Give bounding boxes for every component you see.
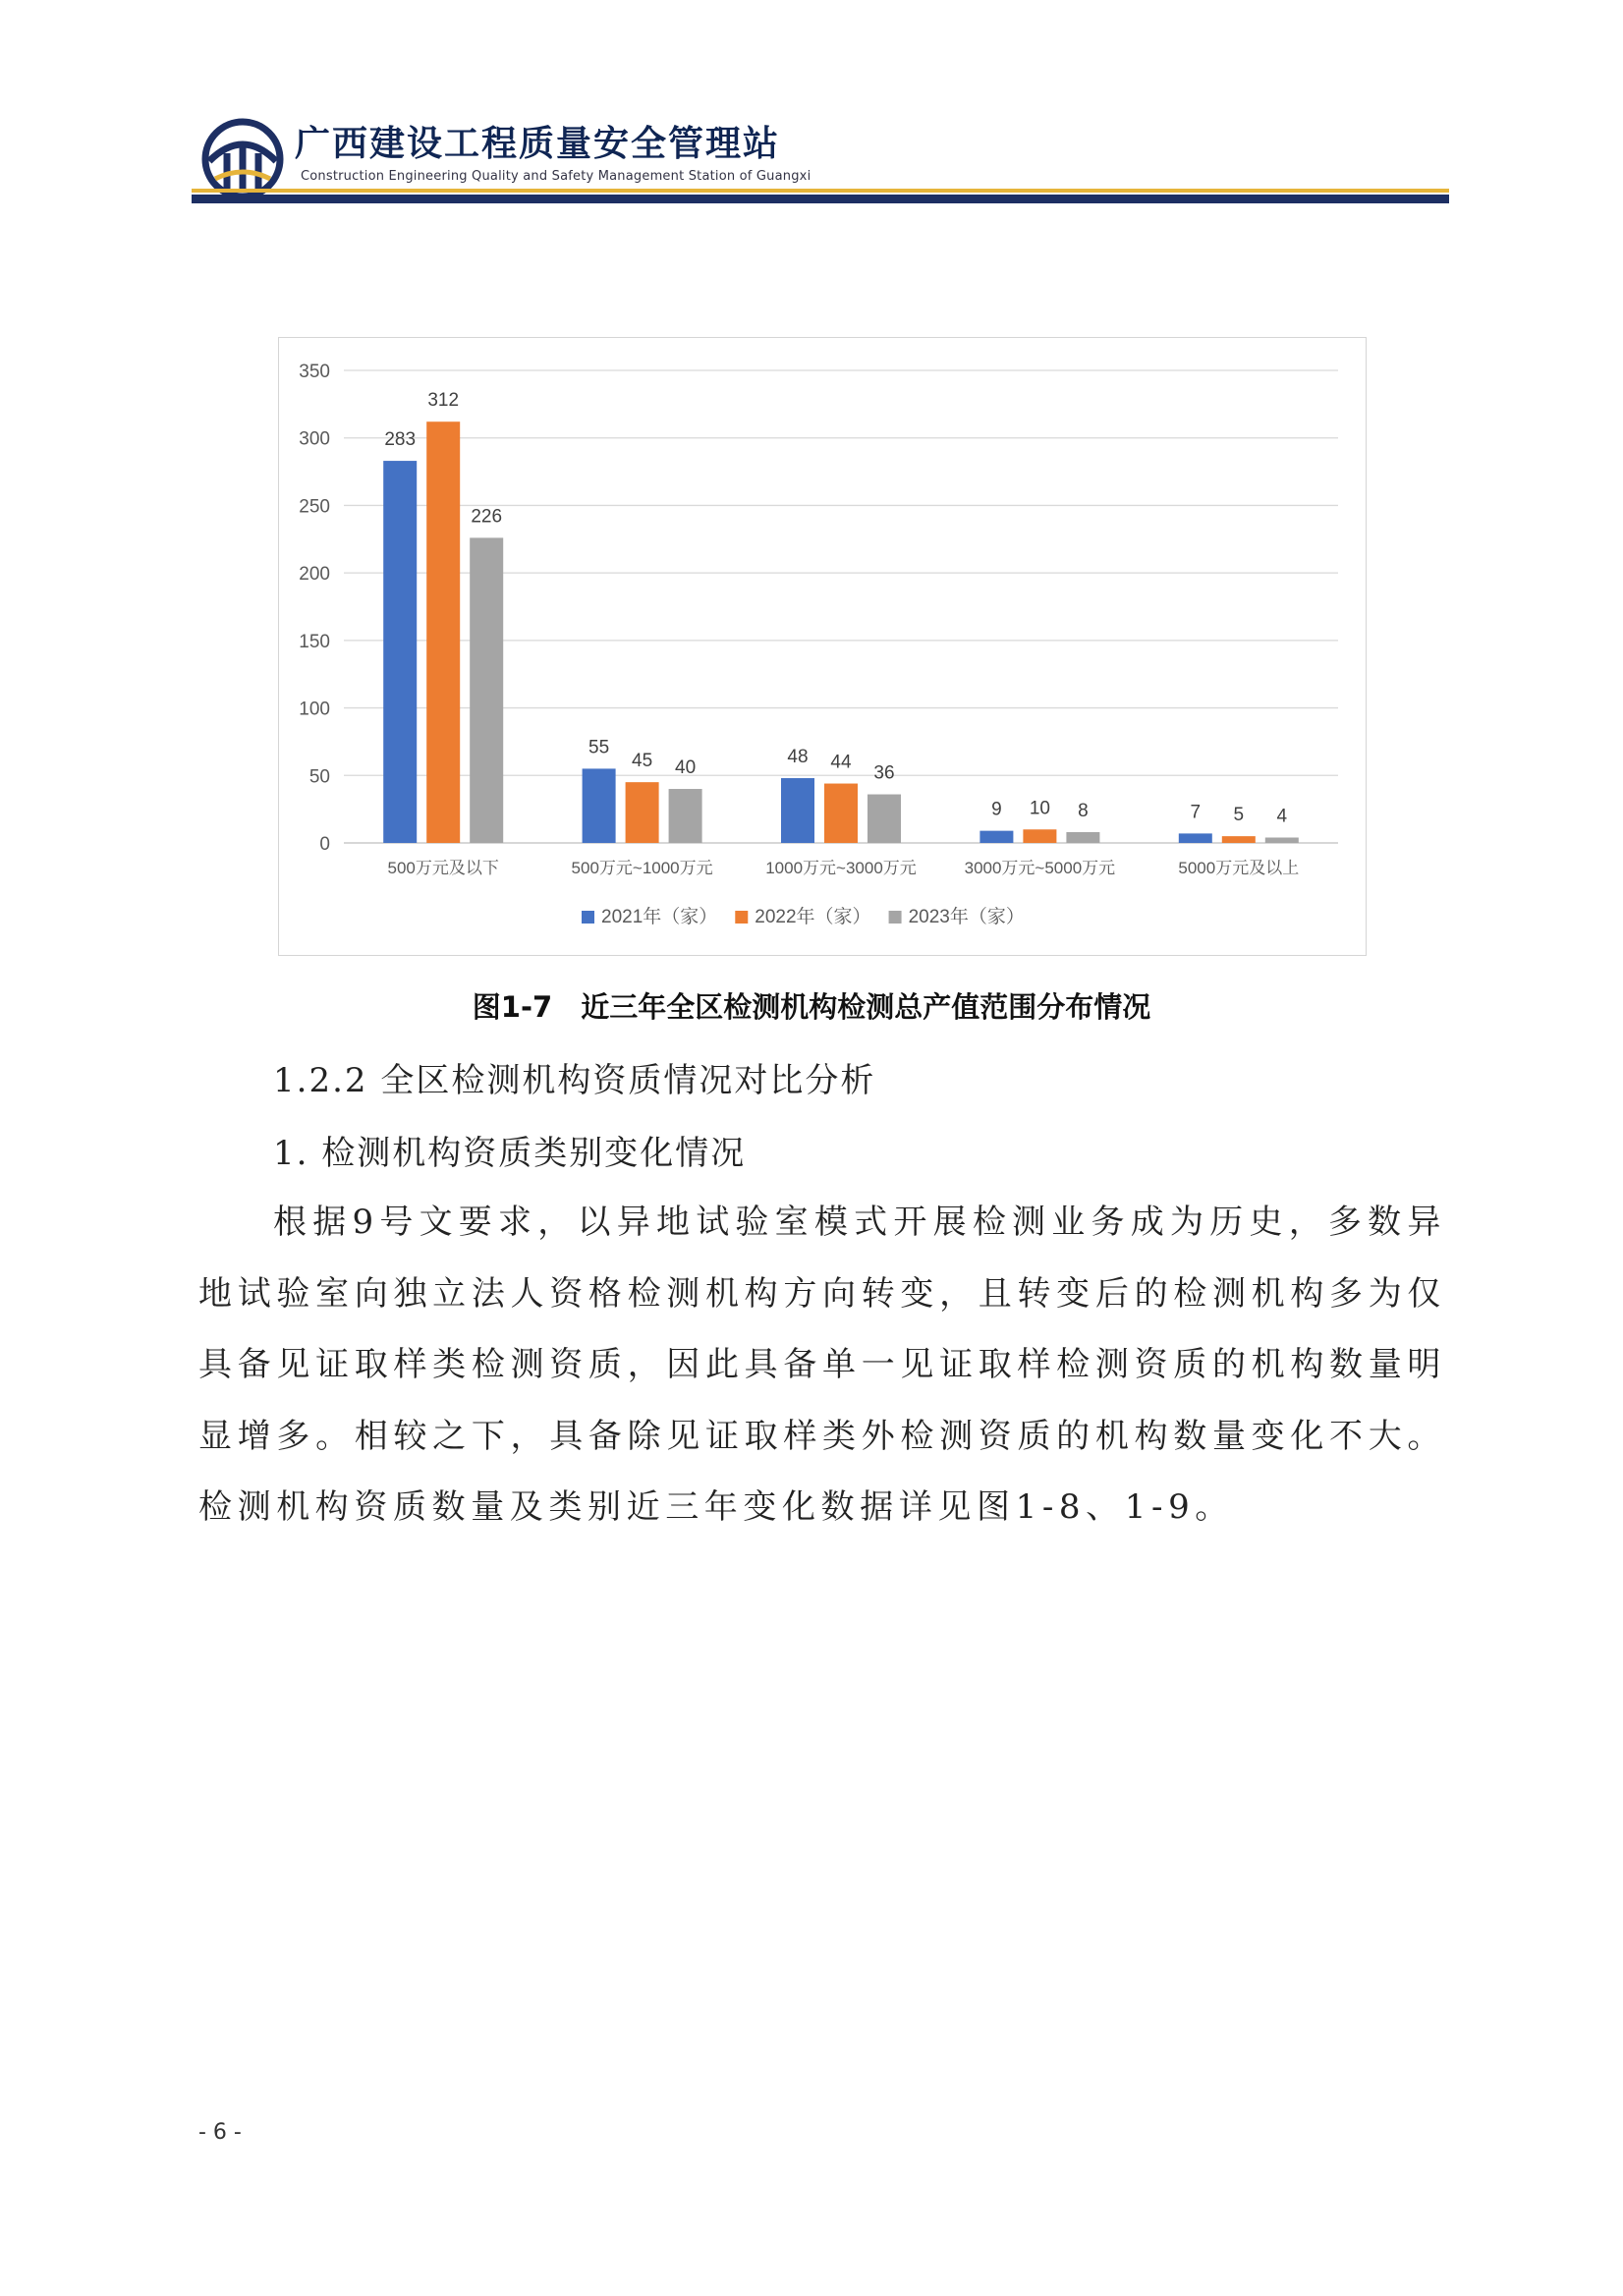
data-label: 48 xyxy=(787,747,809,768)
bar xyxy=(1222,836,1256,843)
data-label: 226 xyxy=(471,506,503,528)
y-tick-label: 350 xyxy=(299,362,330,382)
data-label: 7 xyxy=(1190,802,1202,823)
y-tick-label: 200 xyxy=(299,564,330,586)
y-tick-label: 50 xyxy=(308,766,330,788)
bar xyxy=(781,778,814,843)
page-header xyxy=(192,110,1449,208)
organization-name: 广西建设工程质量安全管理站 xyxy=(295,124,781,164)
bar xyxy=(426,421,460,843)
header-rule-navy xyxy=(192,195,1449,203)
figure-caption: 图1-7 近三年全区检测机构检测总产值范围分布情况 xyxy=(472,990,1151,1024)
y-tick-label: 150 xyxy=(299,631,330,652)
data-label: 312 xyxy=(427,390,460,412)
legend-label: 2022年（家） xyxy=(755,907,871,927)
legend-label: 2021年（家） xyxy=(601,907,718,927)
bar xyxy=(626,782,659,843)
x-tick-label: 3000万元~5000万元 xyxy=(964,859,1116,877)
chart-container xyxy=(278,337,1367,956)
y-tick-label: 250 xyxy=(299,496,330,518)
data-label: 44 xyxy=(830,752,852,773)
data-label: 40 xyxy=(675,757,697,779)
legend-swatch xyxy=(889,911,902,924)
bar xyxy=(979,831,1013,843)
bar-chart xyxy=(279,338,1366,955)
data-label: 5 xyxy=(1233,805,1245,826)
header-rule-gold xyxy=(192,189,1449,193)
data-label: 36 xyxy=(873,762,895,784)
legend-swatch xyxy=(735,911,748,924)
data-label: 55 xyxy=(588,737,610,758)
x-tick-label: 500万元~1000万元 xyxy=(571,859,713,877)
data-label: 45 xyxy=(632,751,653,772)
bar xyxy=(1023,829,1056,843)
organization-name-english: Construction Engineering Quality and Safety Management Station of Guangxi xyxy=(301,169,812,184)
bar xyxy=(583,768,616,843)
data-label: 10 xyxy=(1029,798,1050,819)
bar xyxy=(867,795,901,843)
body-paragraph: 根据9号文要求，以异地试验室模式开展检测业务成为历史，多数异地试验室向独立法人资格检测机构方向转变，且转变后的检测机构多为仅具备见证取样类检测资质，因此具备单一见证取样检测资质的机构数量明显增多。相较之下，具备除见证取样类外检测资质的机构数量变化不大。检测机构资质数量及类别近三年变化数据详见图1-8、1-9。 xyxy=(198,1203,1446,1527)
x-tick-label: 1000万元~3000万元 xyxy=(765,859,917,877)
y-tick-label: 300 xyxy=(299,428,330,450)
legend-swatch xyxy=(582,911,594,924)
bar xyxy=(1066,832,1099,843)
bar xyxy=(470,537,503,843)
bar xyxy=(824,784,858,843)
bar xyxy=(383,461,417,843)
section-heading: 1.2.2 全区检测机构资质情况对比分析 xyxy=(273,1061,876,1100)
bar xyxy=(669,789,702,843)
x-tick-label: 500万元及以下 xyxy=(387,859,499,877)
data-label: 9 xyxy=(991,799,1002,820)
data-label: 4 xyxy=(1276,806,1288,827)
x-tick-label: 5000万元及以上 xyxy=(1178,859,1300,877)
page-number: - 6 - xyxy=(198,2120,242,2145)
legend-label: 2023年（家） xyxy=(908,907,1025,927)
y-tick-label: 0 xyxy=(319,834,330,855)
data-label: 8 xyxy=(1078,801,1089,822)
bar xyxy=(1265,838,1299,843)
sub-heading: 1. 检测机构资质类别变化情况 xyxy=(273,1134,747,1173)
bar xyxy=(1179,833,1212,843)
data-label: 283 xyxy=(384,429,417,451)
y-tick-label: 100 xyxy=(299,699,330,720)
